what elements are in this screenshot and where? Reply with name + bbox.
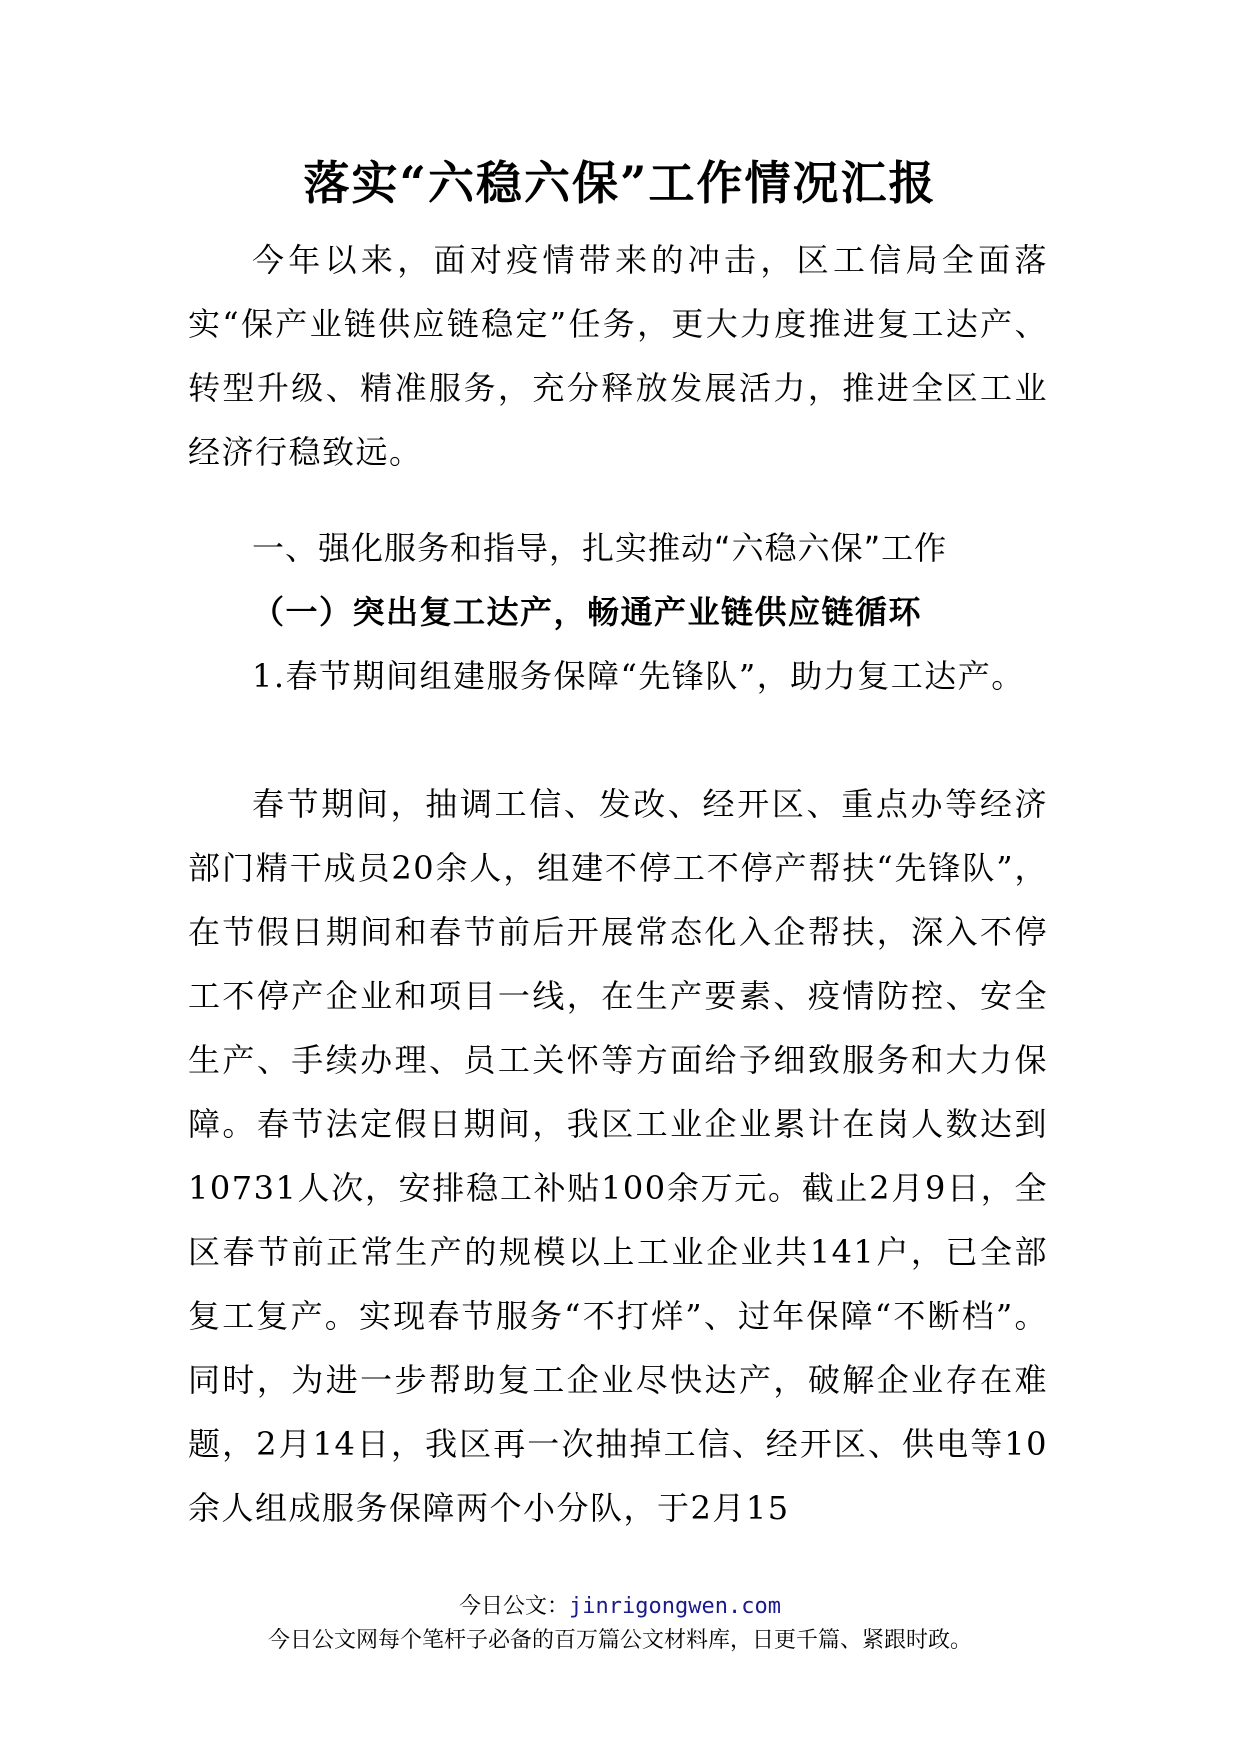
intro-paragraph: 今年以来，面对疫情带来的冲击，区工信局全面落实“保产业链供应链稳定”任务，更大力度推进复工达产、转型升级、精准服务，充分释放发展活力，推进全区工业经济行稳致远。 bbox=[188, 241, 1048, 471]
footer-site-link[interactable]: jinrigongwen.com bbox=[569, 1594, 781, 1619]
footer-slogan: 今日公文网每个笔杆子必备的百万篇公文材料库，日更千篇、紧跟时政。 bbox=[267, 1628, 972, 1653]
document-title: 落实“六稳六保”工作情况汇报 bbox=[303, 156, 937, 210]
subsection-heading-1: （一）突出复工达产，畅通产业链供应链循环 bbox=[252, 593, 923, 631]
body-paragraph: 春节期间，抽调工信、发改、经开区、重点办等经济部门精干成员20余人，组建不停工不停产帮扶“先锋队”，在节假日期间和春节前后开展常态化入企帮扶，深入不停工不停产企业和项目一线，在生产要素、疫情防控、安全生产、手续办理、员工关怀等方面给予细致服务和大力保障。春节法定假日期间，我区工业企业累计在岗人数达到10731人次，安排稳工补贴100余万元。截止2月9日，全区春节前正常生产的规模以上工业企业共141户，已全部复工复产。实现春节服务“不打烊”、过年保障“不断档”。同时，为进一步帮助复工企业尽快达产，破解企业存在难题，2月14日，我区再一次抽掉工信、经开区、供电等10余人组成服务保障两个小分队，于2月15 bbox=[188, 785, 1048, 1527]
item-1-paragraph: 1.春节期间组建服务保障“先锋队”，助力复工达产。 bbox=[252, 657, 1025, 695]
footer-site-line bbox=[0, 1592, 1240, 1622]
section-heading-1: 一、强化服务和指导，扎实推动“六稳六保”工作 bbox=[252, 529, 948, 567]
footer-site-label: 今日公文： bbox=[459, 1594, 570, 1619]
